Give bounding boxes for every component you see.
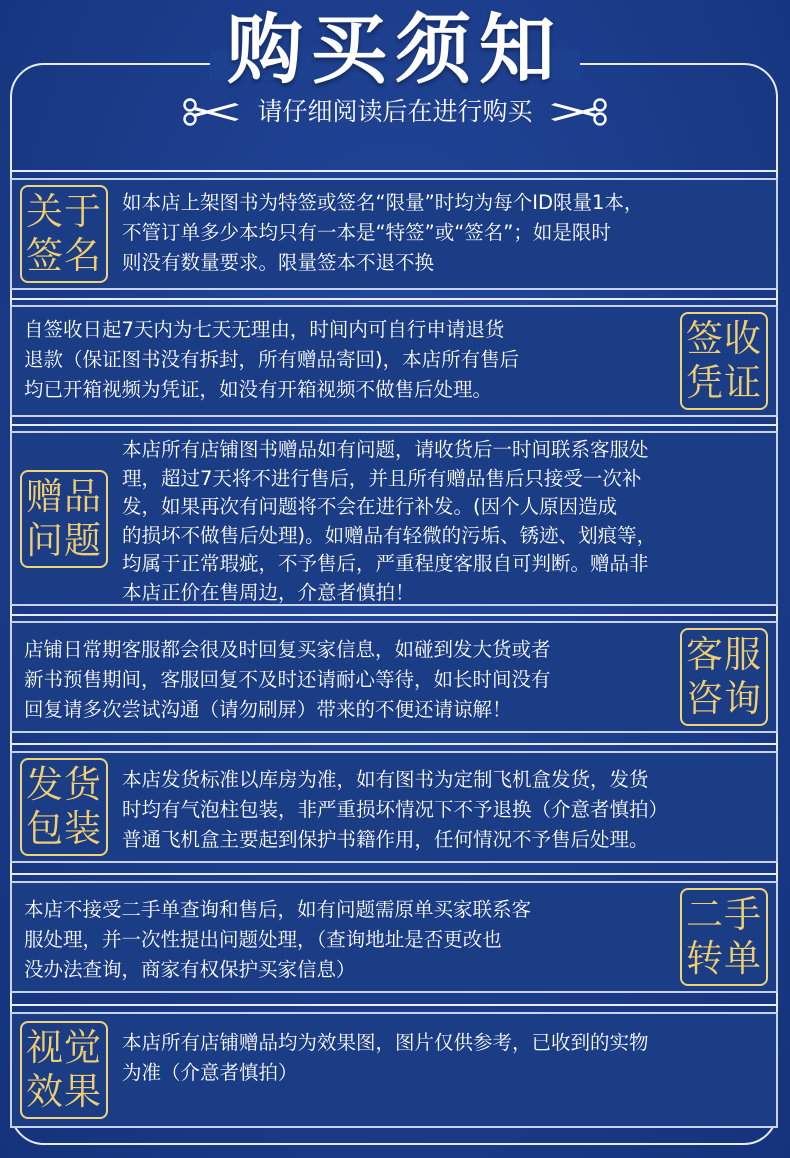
section-badge: 关于 签名 (20, 185, 108, 283)
section-gift-issues (10, 431, 778, 606)
divider (12, 614, 778, 616)
section-badge: 发货 包装 (20, 758, 108, 856)
divider (12, 170, 778, 172)
section-shipping-packaging (10, 751, 778, 863)
section-secondhand-order (10, 881, 778, 993)
page-title: 购买须知 (227, 5, 563, 94)
divider (12, 424, 778, 426)
section-text: 如本店上架图书为特签或签名“限量”时均为每个ID限量1本， 不管订单多少本均只有一本是“特签”或“签名”；如是限时 则没有数量要求。限量签本不退不换 (122, 191, 644, 274)
section-text: 店铺日常期客服都会很及时回复买家信息，如碰到发大货或者 新书预售期间，客服回复不及时还请耐心等待，如长时间没有 回复请多次尝试沟通（请勿刷屏）带来的不便还请谅解！ (24, 638, 551, 721)
section-badge: 赠品 问题 (20, 470, 108, 568)
section-signature (10, 178, 778, 290)
section-badge: 视觉 效果 (20, 1021, 108, 1119)
section-customer-service (10, 621, 778, 733)
divider (12, 298, 778, 300)
section-visual-effect (10, 1012, 778, 1128)
section-text: 自签收日起7天内为七天无理由，时间内可自行申请退货 退款（保证图书没有拆封，所有赠品寄回)，本店所有售后 均已开箱视频为凭证，如没有开箱视频不做售后处理。 (24, 318, 520, 401)
scissors-left-icon (181, 97, 243, 127)
section-text: 本店发货标准以库房为准，如有图书为定制飞机盒发货，发货 时均有气泡柱包装，非严重损坏情况下不予退换（介意者慎拍） 普通飞机盒主要起到保护书籍作用，任何情况不予售后处理。 (122, 768, 669, 851)
subtitle-row (0, 92, 790, 132)
divider (12, 1004, 778, 1006)
section-text: 本店不接受二手单查询和售后，如有问题需原单买家联系客 服处理，并一次性提出问题处理，（查询地址是否更改也 没办法查询，商家有权保护买家信息） (24, 898, 532, 981)
section-receipt-proof (10, 305, 778, 417)
divider (12, 743, 778, 745)
section-text: 本店所有店铺图书赠品如有问题，请收货后一时间联系客服处 理，超过7天将不进行售后，并且所有赠品售后只接受一次补 发，如果再次有问题将不会在进行补发。(因个人原因造成 的损坏不做售后处理)。如赠品有轻微的污垢、锈迹、划痕等， 均属于正常瑕疵，不予售后，严重程度客服自可判断。赠品非 本店正价在售周边，介意者慎拍！ (122, 438, 657, 604)
subtitle: 请仔细阅读后在进行购买 (257, 97, 533, 126)
section-badge: 客服 咨询 (680, 628, 768, 726)
section-badge: 二手 转单 (680, 888, 768, 986)
section-badge: 签收 凭证 (680, 312, 768, 410)
scissors-right-icon (547, 97, 609, 127)
divider (12, 873, 778, 875)
section-text: 本店所有店铺赠品均为效果图，图片仅供参考，已收到的实物 为准（介意者慎拍） (122, 1031, 649, 1084)
